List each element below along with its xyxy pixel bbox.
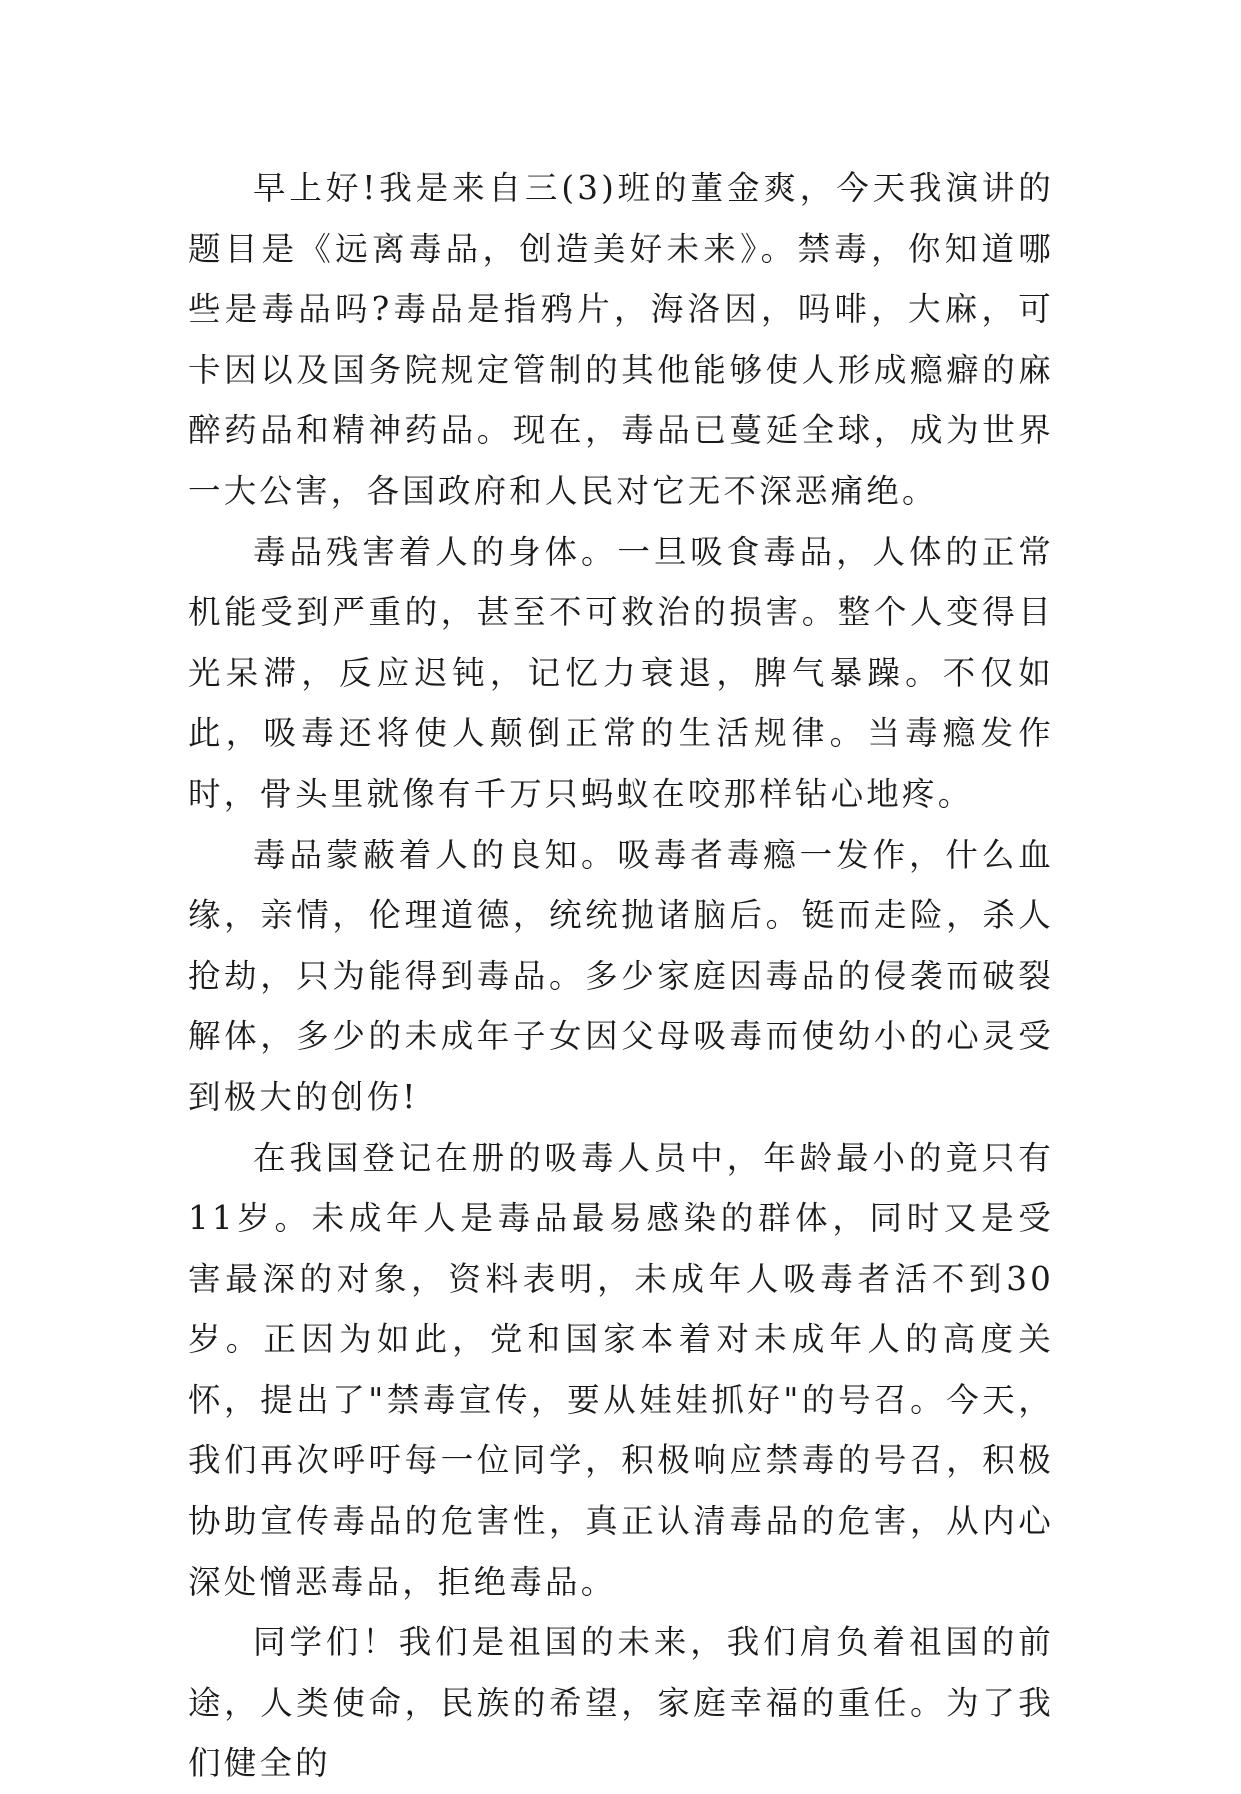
paragraph-call-to-action: 同学们！我们是祖国的未来，我们肩负着祖国的前途，人类使命，民族的希望，家庭幸福的重任。为了我们健全的 xyxy=(188,1623,1054,1783)
document-body xyxy=(188,158,1054,1794)
paragraph-body-harm: 毒品残害着人的身体。一旦吸食毒品，人体的正常机能受到严重的，甚至不可救治的损害。整个人变得目光呆滞，反应迟钝，记忆力衰退，脾气暴躁。不仅如此，吸毒还将使人颠倒正常的生活规律。当毒瘾发作时，骨头里就像有千万只蚂蚁在咬那样钻心地疼。 xyxy=(188,532,1054,813)
paragraph-minors: 在我国登记在册的吸毒人员中，年龄最小的竟只有11岁。未成年人是毒品最易感染的群体，同时又是受害最深的对象，资料表明，未成年人吸毒者活不到30岁。正因为如此，党和国家本着对未成年人的高度关怀，提出了"禁毒宣传，要从娃娃抓好"的号召。今天，我们再次呼吁每一位同学，积极响应禁毒的号召，积极协助宣传毒品的危害性，真正认清毒品的危害，从内心深处憎恶毒品，拒绝毒品。 xyxy=(188,1138,1054,1601)
paragraph-conscience: 毒品蒙蔽着人的良知。吸毒者毒瘾一发作，什么血缘，亲情，伦理道德，统统抛诸脑后。铤而走险，杀人抢劫，只为能得到毒品。多少家庭因毒品的侵袭而破裂解体，多少的未成年子女因父母吸毒而使幼小的心灵受到极大的创伤! xyxy=(188,835,1054,1116)
paragraph-intro: 早上好!我是来自三(3)班的董金爽，今天我演讲的题目是《远离毒品，创造美好未来》。禁毒，你知道哪些是毒品吗?毒品是指鸦片，海洛因，吗啡，大麻，可卡因以及国务院规定管制的其他能够使人形成瘾癖的麻醉药品和精神药品。现在，毒品已蔓延全球，成为世界一大公害，各国政府和人民对它无不深恶痛绝。 xyxy=(188,169,1054,510)
